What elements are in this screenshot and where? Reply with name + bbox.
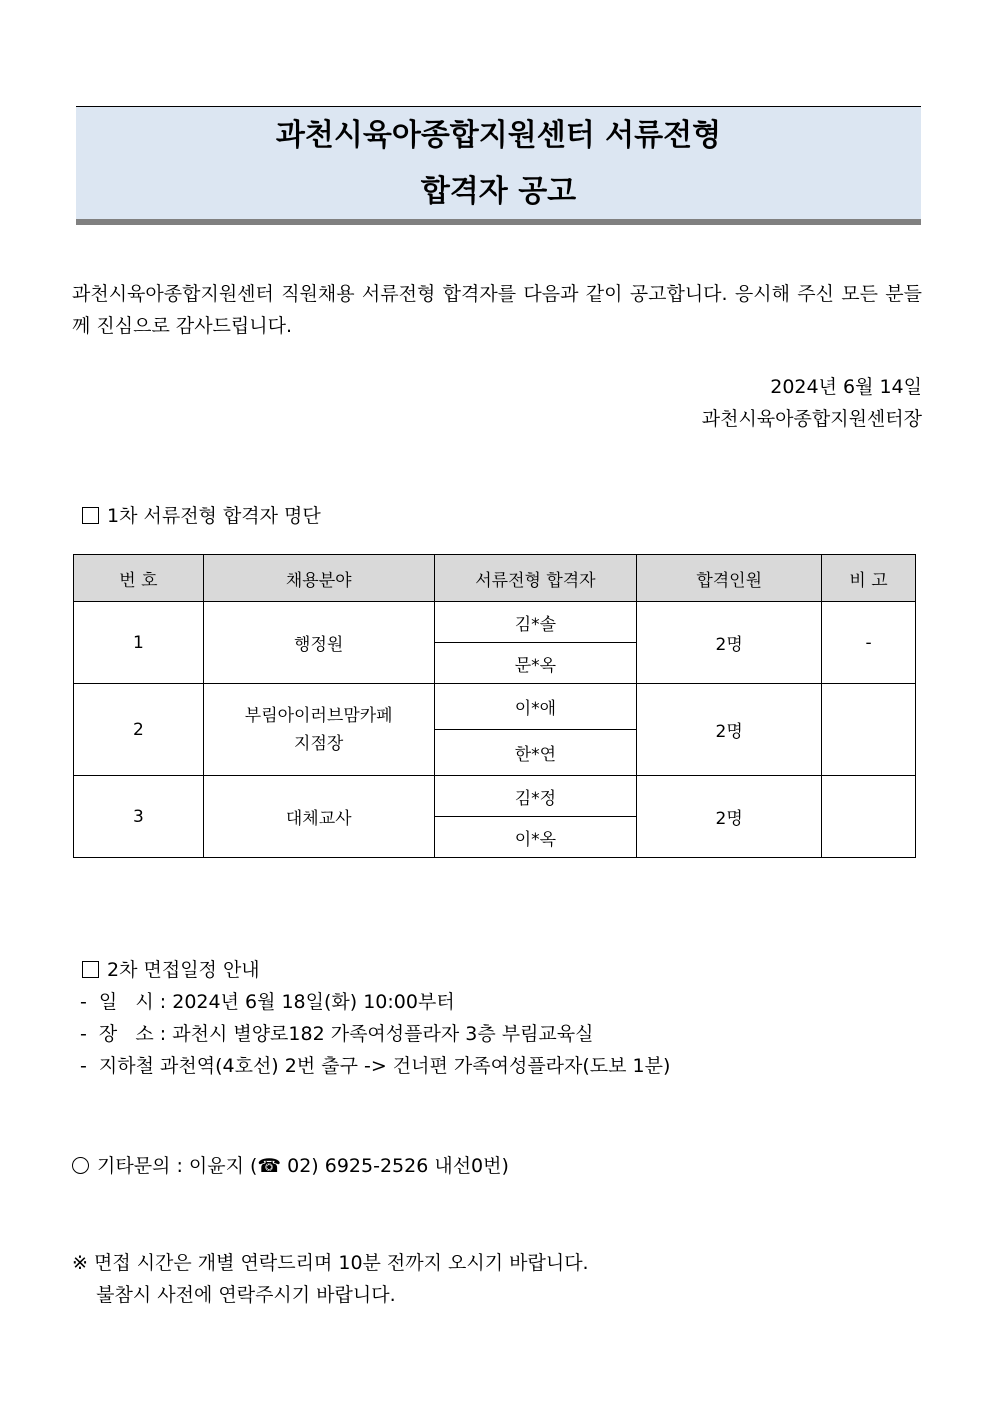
table-header-row — [74, 555, 916, 602]
row-passer: 문*옥 — [434, 643, 637, 684]
row-no: 1 — [74, 602, 204, 684]
circle-bullet-icon — [72, 1157, 89, 1174]
table-row — [74, 602, 916, 643]
section2-heading-text: 2차 면접일정 안내 — [107, 959, 260, 981]
table-row — [74, 776, 916, 817]
header-field: 채용분야 — [203, 555, 434, 602]
table-row — [74, 684, 916, 730]
note-line-1: ※ 면접 시간은 개별 연락드리며 10분 전까지 오시기 바랍니다. — [72, 1252, 589, 1274]
section1-heading — [82, 501, 321, 531]
row-passer: 김*정 — [434, 776, 637, 817]
row-note — [822, 684, 916, 776]
row-note — [822, 776, 916, 858]
row-no: 3 — [74, 776, 204, 858]
section1-heading-text: 1차 서류전형 합격자 명단 — [107, 505, 321, 527]
row-count: 2명 — [637, 776, 822, 858]
contact-text: 기타문의 : 이윤지 (☎ 02) 6925-2526 내선0번) — [97, 1155, 509, 1177]
checkbox-square-icon — [82, 961, 99, 978]
contact-info — [72, 1150, 509, 1182]
row-passer: 한*연 — [434, 730, 637, 776]
note-line-2: 불참시 사전에 연락주시기 바랍니다. — [72, 1284, 396, 1306]
row-field: 대체교사 — [203, 776, 434, 858]
row-field: 부림아이러브맘카페 지점장 — [203, 684, 434, 776]
row-count: 2명 — [637, 602, 822, 684]
header-no: 번 호 — [74, 555, 204, 602]
header-count: 합격인원 — [637, 555, 822, 602]
row-passer: 김*솔 — [434, 602, 637, 643]
page-title-line1: 과천시육아종합지원센터 서류전형 — [275, 118, 722, 153]
header-passers: 서류전형 합격자 — [434, 555, 637, 602]
row-passer: 이*애 — [434, 684, 637, 730]
row-count: 2명 — [637, 684, 822, 776]
row-passer: 이*옥 — [434, 817, 637, 858]
section2-heading — [82, 955, 260, 985]
schedule-directions: - 지하철 과천역(4호선) 2번 출구 -> 건너편 가족여성플라자(도보 1분) — [80, 1055, 671, 1077]
issuer: 과천시육아종합지원센터장 — [701, 408, 922, 430]
row-field: 행정원 — [203, 602, 434, 684]
page-title-line2: 합격자 공고 — [420, 174, 577, 209]
title-box — [76, 106, 921, 225]
header-note: 비 고 — [822, 555, 916, 602]
schedule-location: - 장 소 : 과천시 별양로182 가족여성플라자 3층 부림교육실 — [80, 1023, 594, 1045]
intro-paragraph: 과천시육아종합지원센터 직원채용 서류전형 합격자를 다음과 같이 공고합니다. 응시해 주신 모든 분들께 진심으로 감사드립니다. — [72, 283, 922, 337]
row-no: 2 — [74, 684, 204, 776]
checkbox-square-icon — [82, 507, 99, 524]
result-table — [73, 554, 916, 858]
row-note: - — [822, 602, 916, 684]
announcement-date: 2024년 6월 14일 — [770, 376, 922, 398]
schedule-datetime: - 일 시 : 2024년 6월 18일(화) 10:00부터 — [80, 991, 455, 1013]
